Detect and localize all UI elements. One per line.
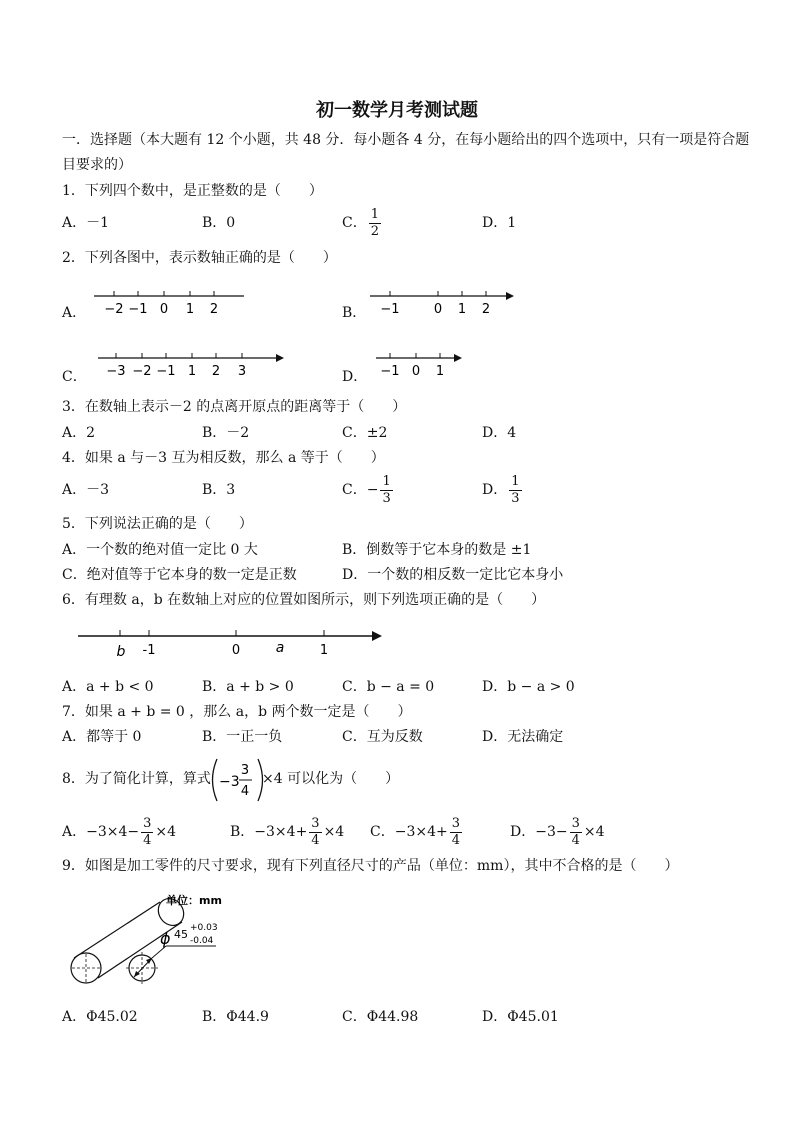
tick-label: −1 [380, 364, 400, 379]
q1-option-c [342, 205, 383, 241]
q8-option-b-suffix: ×4 [323, 824, 345, 840]
tick-label: 0 [433, 302, 443, 317]
q1-option-b: B．0 [202, 215, 236, 231]
page-title: 初一数学月考测试题 [316, 100, 478, 121]
q8-option-c-text: C．−3×4+ [370, 824, 448, 840]
q2-number-line-c [94, 348, 290, 382]
q8-option-d-text: D．−3− [510, 824, 568, 840]
tick-label: 0 [159, 302, 169, 317]
expression-denominator: 4 [240, 784, 250, 799]
q5-option-a: A．一个数的绝对值一定比 0 大 [62, 542, 258, 558]
q5-option-d: D．一个数的相反数一定比它本身小 [342, 567, 564, 583]
tolerance-upper: +0.03 [190, 923, 218, 933]
q2-option-d-label: D． [342, 369, 368, 385]
q8-option-b-fraction [309, 816, 321, 849]
tick-label: −2 [132, 364, 152, 379]
q8-option-d-suffix: ×4 [583, 824, 605, 840]
q9-part-diagram [66, 888, 236, 996]
tick-label: 3 [237, 364, 247, 379]
fraction-denominator: 4 [451, 832, 460, 848]
q8-option-c [370, 814, 464, 850]
q6-option-c: C．b − a = 0 [342, 679, 435, 695]
fraction-denominator: 4 [571, 832, 580, 848]
q1-option-d: D．1 [482, 215, 517, 231]
q3-option-b: B．－2 [202, 425, 250, 441]
q5-option-b: B．倒数等于它本身的数是 ±1 [342, 542, 532, 558]
q8-option-a-text: A．−3×4− [62, 824, 140, 840]
q7-stem: 7．如果 a + b = 0 ，那么 a，b 两个数一定是（ ） [62, 704, 412, 720]
tick-label-1: 1 [319, 643, 329, 658]
cylinder-illustration [71, 894, 189, 983]
q4-option-c [342, 472, 395, 508]
q7-option-b: B．一正一负 [202, 729, 283, 745]
q3-option-d: D．4 [482, 425, 517, 441]
q2-number-line-a [90, 286, 250, 320]
q8-option-c-fraction [450, 816, 462, 849]
q8-option-d-fraction [570, 816, 582, 849]
q4-option-c-fraction [380, 474, 392, 507]
q8-option-a-fraction [141, 816, 153, 849]
q3-option-c: C．±2 [342, 425, 388, 441]
q4-option-c-label: C．− [342, 482, 379, 498]
q3-stem: 3．在数轴上表示－2 的点离开原点的距离等于（ ） [62, 399, 407, 415]
tick-label-a: a [275, 640, 285, 656]
q7-option-c: C．互为反数 [342, 729, 423, 745]
q7-option-a: A．都等于 0 [62, 729, 142, 745]
q1-option-c-fraction [369, 207, 381, 240]
tick-label: 2 [481, 302, 491, 317]
q2-number-line-b [366, 286, 518, 320]
tick-label: 1 [435, 364, 445, 379]
q4-option-d [482, 472, 524, 508]
fraction-numerator: 3 [143, 815, 152, 831]
q6-option-b: B．a + b > 0 [202, 679, 294, 695]
q4-option-d-fraction [509, 474, 521, 507]
fraction-denominator: 4 [143, 832, 152, 848]
expression-numerator: 3 [240, 763, 250, 778]
q2-option-c-label: C． [62, 369, 87, 385]
q8-option-a-suffix: ×4 [155, 824, 177, 840]
q8-option-d [510, 814, 605, 850]
tick-label: −1 [128, 302, 148, 317]
q8-stem-prefix: 8．为了简化计算，算式 [62, 771, 211, 787]
cross-section-illustration [126, 946, 216, 984]
tick-label: −1 [380, 302, 400, 317]
tick-label: −2 [104, 302, 124, 317]
q3-option-a: A．2 [62, 425, 96, 441]
expression-whole: −3 [219, 774, 240, 790]
q6-number-line [74, 624, 390, 664]
fraction-numerator: 1 [382, 473, 391, 489]
tick-label: 0 [411, 364, 421, 379]
q8-option-b-text: B．−3×4+ [230, 824, 308, 840]
tick-label-neg1: -1 [142, 643, 156, 658]
tick-label-0: 0 [231, 643, 241, 658]
fraction-numerator: 1 [370, 206, 379, 222]
q8-stem-suffix: ×4 可以化为（ ） [262, 771, 400, 787]
q9-option-c: C．Φ44.98 [342, 1009, 419, 1025]
q4-option-a: A．－3 [62, 482, 110, 498]
tick-label: 1 [185, 302, 195, 317]
fraction-numerator: 3 [571, 815, 580, 831]
tick-label: 1 [187, 364, 197, 379]
q5-option-c: C．绝对值等于它本身的数一定是正数 [62, 567, 297, 583]
q8-option-b [230, 814, 344, 850]
q8-option-a [62, 814, 176, 850]
q2-option-a-label: A． [62, 305, 87, 321]
tick-label: −3 [106, 364, 126, 379]
q6-option-a: A．a + b < 0 [62, 679, 154, 695]
fraction-numerator: 1 [511, 473, 520, 489]
q4-stem: 4．如果 a 与－3 互为相反数，那么 a 等于（ ） [62, 450, 385, 466]
section-heading-line1: 一．选择题（本大题有 12 个小题，共 48 分．每小题各 4 分，在每小题给出的四个选项中，只有一项是符合题 [62, 132, 750, 148]
unit-label: 单位：mm [166, 894, 222, 907]
tolerance-lower: -0.04 [190, 936, 214, 946]
q6-option-d: D．b − a > 0 [482, 679, 575, 695]
q2-stem: 2．下列各图中，表示数轴正确的是（ ） [62, 250, 337, 266]
q2-option-b-label: B． [342, 305, 367, 321]
diameter-symbol: ϕ [160, 929, 171, 948]
q2-number-line-d [372, 348, 466, 382]
q5-stem: 5．下列说法正确的是（ ） [62, 516, 253, 532]
q7-option-d: D．无法确定 [482, 729, 564, 745]
tick-label-b: b [116, 644, 126, 660]
q1-stem: 1．下列四个数中，是正整数的是（ ） [62, 183, 323, 199]
fraction-numerator: 3 [311, 815, 320, 831]
q9-option-a: A．Φ45.02 [62, 1009, 138, 1025]
fraction-denominator: 3 [382, 490, 391, 506]
q9-stem: 9．如图是加工零件的尺寸要求，现有下列直径尺寸的产品（单位：mm），其中不合格的是（ ） [62, 858, 679, 874]
q1-option-a: A．－1 [62, 215, 110, 231]
tick-label: 2 [209, 302, 219, 317]
q9-option-b: B．Φ44.9 [202, 1009, 269, 1025]
fraction-denominator: 3 [511, 490, 520, 506]
q4-option-b: B．3 [202, 482, 236, 498]
tick-label: 1 [457, 302, 467, 317]
section-heading-line2: 目要求的） [62, 157, 132, 173]
q1-option-c-label: C． [342, 215, 367, 231]
tick-label: 2 [211, 364, 221, 379]
q4-option-d-label: D． [482, 482, 508, 498]
q6-stem: 6．有理数 a，b 在数轴上对应的位置如图所示，则下列选项正确的是（ ） [62, 592, 546, 608]
fraction-denominator: 4 [311, 832, 320, 848]
fraction-numerator: 3 [451, 815, 460, 831]
tick-label: −1 [156, 364, 176, 379]
q9-option-d: D．Φ45.01 [482, 1009, 559, 1025]
fraction-denominator: 2 [370, 223, 379, 239]
dimension-base: 45 [174, 928, 188, 941]
